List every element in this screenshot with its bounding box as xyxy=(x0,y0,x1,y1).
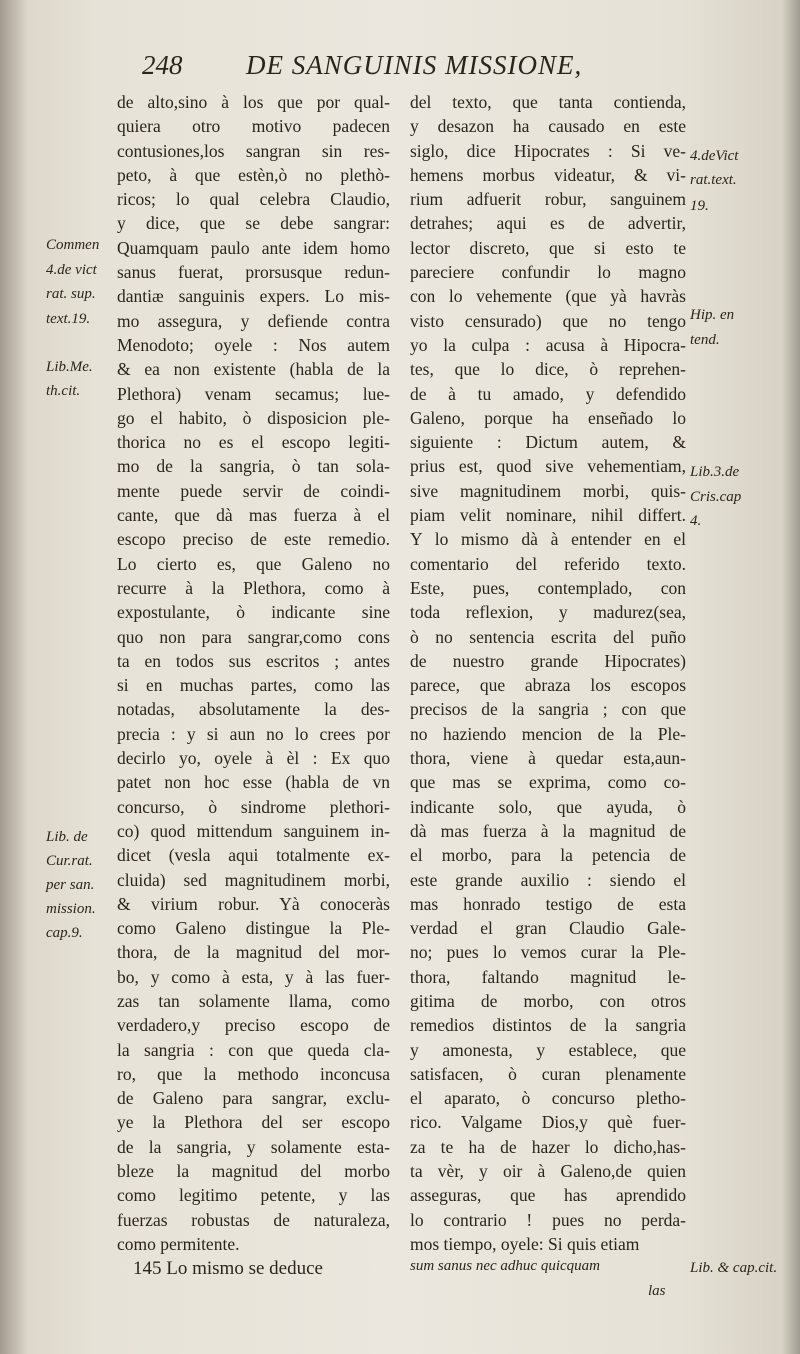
text-line: quiera otro motivo padecen xyxy=(117,116,390,137)
text-line: ricos; lo qual celebra Claudio, xyxy=(117,189,390,210)
text-line: pareciere confundir lo magno xyxy=(410,262,686,283)
text-line: el morbo, para la petencia de xyxy=(410,845,686,866)
text-line: lector discreto, que si esto te xyxy=(410,237,686,258)
margin-note: 4.de vict xyxy=(46,262,97,278)
text-line: cluida) sed magnitudinem morbi, xyxy=(117,869,390,890)
text-line: mo assegura, y defiende contra xyxy=(117,310,390,331)
margin-note: Lib.Me. xyxy=(46,359,93,375)
right-text-column xyxy=(410,90,686,1256)
text-line: za te ha de hazer lo dicho,has- xyxy=(410,1136,686,1157)
text-line: siguiente : Dictum autem, & xyxy=(410,432,686,453)
text-line: no haziendo mencion de la Ple- xyxy=(410,723,686,744)
text-line: ta vèr, y oir à Galeno,de quien xyxy=(410,1161,686,1182)
text-line: no; pues lo vemos curar la Ple- xyxy=(410,942,686,963)
text-line: prius est, quod sive vehementiam, xyxy=(410,456,686,477)
text-line: si en muchas partes, como las xyxy=(117,675,390,696)
margin-note: mission. xyxy=(46,901,96,917)
text-line: remedios distintos de la sangria xyxy=(410,1015,686,1036)
text-line: zas tan solamente llama, como xyxy=(117,990,390,1011)
text-line: Lo cierto es, que Galeno no xyxy=(117,553,390,574)
text-line: la sangria : con que queda cla- xyxy=(117,1039,390,1060)
text-line: peto, à que estèn,ò no plethò- xyxy=(117,164,390,185)
text-line: patet non hoc esse (habla de vn xyxy=(117,772,390,793)
text-line: recurre à la Plethora, como à xyxy=(117,577,390,598)
text-line: sanus fuerat, prorsusque redun- xyxy=(117,262,390,283)
left-text-column xyxy=(117,90,390,1256)
text-line: ye la Plethora del ser escopo xyxy=(117,1112,390,1133)
margin-note: Lib.3.de xyxy=(690,464,740,480)
margin-note: 4. xyxy=(690,513,702,529)
catchword-tail: las xyxy=(648,1283,666,1299)
catchword-right: sum sanus nec adhuc quicquam xyxy=(410,1258,600,1274)
text-line: fuerzas robustas de naturaleza, xyxy=(117,1209,390,1230)
text-line: precisos de la sangria ; con que xyxy=(410,699,686,720)
text-line: comentario del referido texto. xyxy=(410,553,686,574)
margin-note: Hip. en xyxy=(690,307,735,323)
text-line: escopo preciso de este remedio. xyxy=(117,529,390,550)
text-line: de la sangria, y solamente esta- xyxy=(117,1136,390,1157)
text-line: bo, y como à esta, y à las fuer- xyxy=(117,966,390,987)
text-line: mos tiempo, oyele: Si quis etiam xyxy=(410,1233,640,1254)
text-line: con lo vehemente (que yà havràs xyxy=(410,286,686,307)
page-gutter-shadow xyxy=(782,0,800,1354)
text-line: asseguras, que has aprendido xyxy=(410,1185,686,1206)
margin-note: Commen xyxy=(46,237,100,253)
text-line: bleze la magnitud del morbo xyxy=(117,1161,390,1182)
text-line: concurso, ò sindrome plethori- xyxy=(117,796,390,817)
text-line: dà mas fuerza à la magnitud de xyxy=(410,820,686,841)
text-line: rium adfuerit robur, sanguinem xyxy=(410,189,686,210)
page-header xyxy=(112,50,632,90)
text-line: de nuestro grande Hipocrates) xyxy=(410,650,686,671)
text-line: Galeno, porque ha enseñado lo xyxy=(410,407,686,428)
text-line: y amonesta, y establece, que xyxy=(410,1039,686,1060)
text-line: & virium robur. Yà conoceràs xyxy=(117,893,390,914)
text-line: detrahes; aqui es de advertir, xyxy=(410,213,686,234)
text-line: y desazon ha causado en este xyxy=(410,116,686,137)
text-line: Quamquam paulo ante idem homo xyxy=(117,237,390,258)
text-line: verdad el gran Claudio Gale- xyxy=(410,918,686,939)
text-line: de Galeno para sangrar, exclu- xyxy=(117,1088,390,1109)
bottom-margin-note: Lib. & cap.cit. xyxy=(690,1260,778,1276)
text-line: dantiæ sanguinis expers. Lo mis- xyxy=(117,286,390,307)
text-line: quo non para sangrar,como cons xyxy=(117,626,390,647)
text-line: como legitimo petente, y las xyxy=(117,1185,390,1206)
text-line: siglo, dice Hipocrates : Si ve- xyxy=(410,140,686,161)
text-line: decirlo yo, oyele à èl : Ex quo xyxy=(117,748,390,769)
text-line: tes, que lo dice, ò reprehen- xyxy=(410,359,686,380)
text-line: lo contrario ! pues no perda- xyxy=(410,1209,686,1230)
text-line: thora, viene à quedar esta,aun- xyxy=(410,748,686,769)
text-line: ò no sentencia escrita del puño xyxy=(410,626,686,647)
text-line: de alto,sino à los que por qual- xyxy=(117,92,390,112)
text-line: este grande auxilio : siendo el xyxy=(410,869,686,890)
text-line: que mas se exprima, como co- xyxy=(410,772,686,793)
text-line: indicante solo, que ayuda, ò xyxy=(410,796,686,817)
text-line: mas honrado testigo de esta xyxy=(410,893,686,914)
text-line: thora, de la magnitud del mor- xyxy=(117,942,390,963)
text-line: mente puede servir de coindi- xyxy=(117,480,390,501)
text-line: y dice, que se debe sangrar: xyxy=(117,213,390,234)
text-line: gitima de morbo, con otros xyxy=(410,990,686,1011)
text-line: Este, pues, contemplado, con xyxy=(410,577,686,598)
margin-note: cap.9. xyxy=(46,925,83,941)
text-line: go el habito, ò disposicion ple- xyxy=(117,407,390,428)
margin-note: tend. xyxy=(690,332,720,348)
text-line: visto censurado) que no tengo xyxy=(410,310,686,331)
text-line: como Galeno distingue la Ple- xyxy=(117,918,390,939)
margin-note: 19. xyxy=(690,198,709,214)
page-number: 248 xyxy=(142,50,183,80)
margin-note: Lib. de xyxy=(46,829,88,845)
text-line: el aparato, ò concurso pletho- xyxy=(410,1088,686,1109)
text-line: parece, que abraza los escopos xyxy=(410,675,686,696)
text-line: mo de la sangria, ò tan sola- xyxy=(117,456,390,477)
text-line: como permitente. xyxy=(117,1233,240,1254)
margin-note: 4.deVict xyxy=(690,148,739,164)
margin-note: Cris.cap xyxy=(690,489,742,505)
running-title: DE SANGUINIS MISSIONE, xyxy=(246,50,583,80)
text-line: contusiones,los sangran sin res- xyxy=(117,140,390,161)
text-line: rico. Valgame Dios,y què fuer- xyxy=(410,1112,686,1133)
text-line: notadas, absolutamente la des- xyxy=(117,699,390,720)
text-line: ta en todos sus escritos ; antes xyxy=(117,650,390,671)
text-line: hemens morbus videatur, & vi- xyxy=(410,164,686,185)
margin-note: rat.text. xyxy=(690,172,737,188)
text-line: expostulante, ò indicante sine xyxy=(117,602,390,623)
text-line: piam velit nominare, nihil differt. xyxy=(410,505,686,526)
page-edge-shadow xyxy=(0,0,28,1354)
text-line: precia : y si aun no lo crees por xyxy=(117,723,390,744)
text-line: sive magnitudinem morbi, quis- xyxy=(410,480,686,501)
text-line: verdadero,y preciso escopo de xyxy=(117,1015,390,1036)
text-line: cante, que dà mas fuerza à el xyxy=(117,505,390,526)
text-line: & ea non existente (habla de la xyxy=(117,359,390,380)
paragraph-number-line: 145 Lo mismo se deduce xyxy=(133,1258,323,1279)
text-line: thora, faltando magnitud le- xyxy=(410,966,686,987)
text-line: Y lo mismo dà à entender en el xyxy=(410,529,686,550)
margin-note: per san. xyxy=(46,877,95,893)
text-line: Menodoto; oyele : Nos autem xyxy=(117,334,390,355)
text-line: Plethora) venam secamus; lue- xyxy=(117,383,390,404)
margin-note: th.cit. xyxy=(46,383,81,399)
margin-note: Cur.rat. xyxy=(46,853,93,869)
text-line: satisfacen, ò curan plenamente xyxy=(410,1063,686,1084)
text-line: del texto, que tanta contienda, xyxy=(410,92,686,112)
text-line: yo la culpa : acusa à Hipocra- xyxy=(410,334,686,355)
margin-note: rat. sup. xyxy=(46,286,96,302)
text-line: ro, que la methodo inconcusa xyxy=(117,1063,390,1084)
text-line: thorica no es el escopo legiti- xyxy=(117,432,390,453)
margin-note: text.19. xyxy=(46,311,91,327)
text-line: toda reflexion, y madurez(sea, xyxy=(410,602,686,623)
text-line: co) quod mittendum sanguinem in- xyxy=(117,820,390,841)
text-line: dicet (vesla aqui totalmente ex- xyxy=(117,845,390,866)
text-line: de à tu amado, y defendido xyxy=(410,383,686,404)
